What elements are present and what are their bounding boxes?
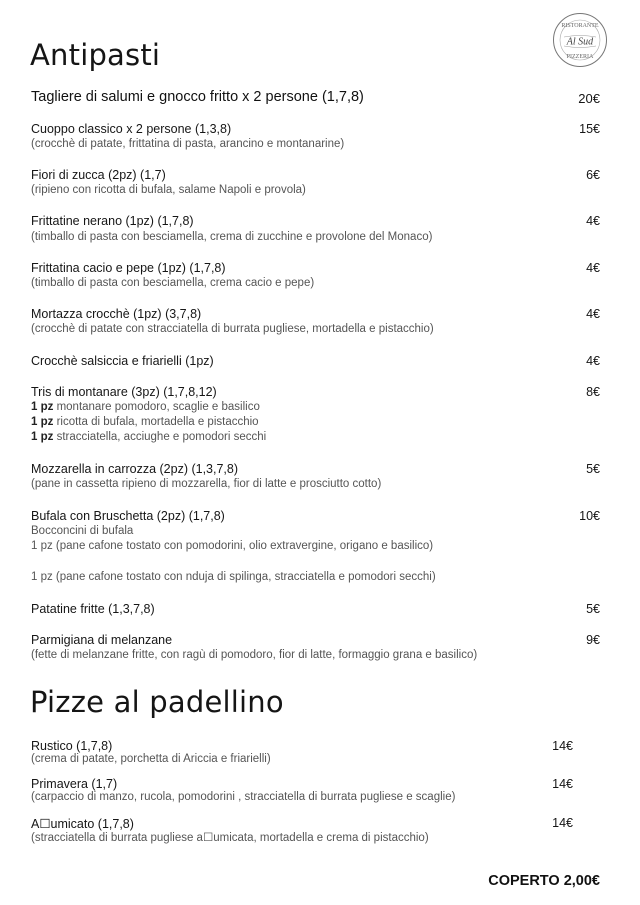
menu-item-description: (crocchè di patate, frittatina di pasta, arancino e montanarine) [31,138,345,150]
menu-item-description: (fette di melanzane fritte, con ragù di pomodoro, fior di latte, formaggio grana e basilico) [31,649,478,661]
menu-item-price: 14€ [552,739,573,753]
tris-qty: 1 pz [31,416,54,428]
menu-item-price: 4€ [586,261,600,275]
menu-item-name: Fiori di zucca (2pz) (1,7) [31,168,166,182]
menu-item-name: Bufala con Bruschetta (2pz) (1,7,8) [31,509,225,523]
menu-item-price: 4€ [586,214,600,228]
menu-item-name: Parmigiana di melanzane [31,633,173,647]
menu-item-description: (ripieno con ricotta di bufala, salame Napoli e provola) [31,184,306,196]
coperto-charge: COPERTO 2,00€ [488,873,600,889]
menu-item-description: (pane in cassetta ripieno di mozzarella, fior di latte e prosciutto cotto) [31,478,382,490]
menu-item-name: Frittatina cacio e pepe (1pz) (1,7,8) [31,261,226,275]
tris-line [31,416,259,428]
tris-line [31,401,260,413]
menu-item-description: (timballo di pasta con besciamella, crema di zucchine e provolone del Monaco) [31,231,433,243]
menu-item-description: Bocconcini di bufala [31,525,134,537]
featured-item-price: 20€ [578,91,600,106]
logo-top-text: RISTORANTE [561,23,599,29]
tris-text: ricotta di bufala, mortadella e pistacchio [53,416,259,428]
menu-item-description: (carpaccio di manzo, rucola, pomodorini , stracciatella di burrata pugliese e scaglie) [31,791,456,803]
menu-item-name: Crocchè salsiccia e friarielli (1pz) [31,354,214,368]
menu-item-name: A☐umicato (1,7,8) [31,817,134,831]
menu-item-price: 4€ [586,307,600,321]
menu-item-price: 9€ [586,633,600,647]
menu-item-name: Mozzarella in carrozza (2pz) (1,3,7,8) [31,462,239,476]
menu-item-name: Primavera (1,7) [31,777,118,791]
menu-item-description: (stracciatella di burrata pugliese a☐umicata, mortadella e crema di pistacchio) [31,832,429,844]
logo-bottom-text: PIZZERIA [566,54,594,60]
menu-item-price: 14€ [552,816,573,830]
menu-item-name: Cuoppo classico x 2 persone (1,3,8) [31,122,232,136]
tris-text: montanare pomodoro, scaglie e basilico [53,401,260,413]
menu-item-name: Tris di montanare (3pz) (1,7,8,12) [31,385,217,399]
menu-item-description: 1 pz (pane cafone tostato con nduja di spilinga, stracciatella e pomodori secchi) [31,571,436,583]
menu-item-name: Mortazza crocchè (1pz) (3,7,8) [31,307,202,321]
section-title-antipasti: Antipasti [30,38,161,72]
tris-qty: 1 pz [31,401,54,413]
menu-item-price: 4€ [586,354,600,368]
tris-qty: 1 pz [31,431,54,443]
menu-item-price: 15€ [579,122,600,136]
menu-item-name: Patatine fritte (1,3,7,8) [31,602,155,616]
menu-item-name: Frittatine nerano (1pz) (1,7,8) [31,214,194,228]
menu-item-name: Rustico (1,7,8) [31,739,113,753]
menu-item-price: 5€ [586,462,600,476]
menu-item-price: 10€ [579,509,600,523]
menu-item-description: (crocchè di patate con stracciatella di burrata pugliese, mortadella e pistacchio) [31,323,434,335]
menu-item-price: 6€ [586,168,600,182]
menu-item-price: 5€ [586,602,600,616]
featured-item-name: Tagliere di salumi e gnocco fritto x 2 persone (1,7,8) [31,89,364,105]
menu-item-price: 8€ [586,385,600,399]
section-title-pizze: Pizze al padellino [30,685,284,719]
logo-center-text: Al Sud [566,36,594,48]
menu-item-price: 14€ [552,777,573,791]
restaurant-logo [552,12,608,68]
tris-text: stracciatella, acciughe e pomodori secchi [53,431,267,443]
menu-item-description: 1 pz (pane cafone tostato con pomodorini, olio extravergine, origano e basilico) [31,540,434,552]
menu-item-description: (crema di patate, porchetta di Ariccia e friarielli) [31,753,271,765]
tris-line [31,431,266,443]
menu-item-description: (timballo di pasta con besciamella, crema cacio e pepe) [31,277,315,289]
